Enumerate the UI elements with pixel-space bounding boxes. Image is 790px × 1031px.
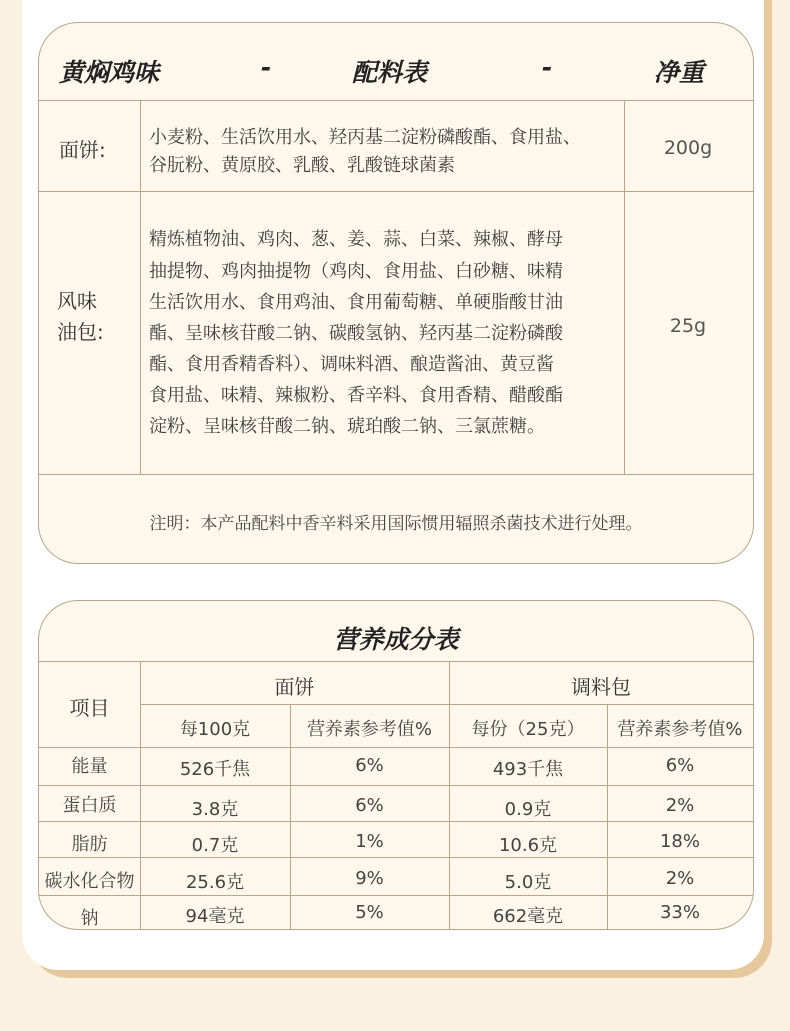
net-weight-heading: 净重 bbox=[654, 58, 705, 87]
noodle-nrv: 9% bbox=[355, 868, 384, 889]
noodle-nrv: 6% bbox=[355, 755, 384, 776]
noodle-amount: 200g bbox=[663, 137, 713, 159]
noodle-ingredients-line: 小麦粉、生活饮用水、羟丙基二淀粉磷酸酯、食用盐、 bbox=[149, 127, 581, 148]
oil-pack-ingredients-line: 生活饮用水、食用鸡油、食用葡萄糖、单硬脂酸甘油 bbox=[149, 292, 563, 313]
per-serving-header: 每份（25克） bbox=[471, 719, 585, 740]
noodle-value: 526千焦 bbox=[179, 759, 251, 780]
seasoning-nrv: 18% bbox=[659, 831, 700, 852]
oil-pack-amount: 25g bbox=[669, 315, 707, 337]
nutrition-table bbox=[38, 600, 754, 930]
row-divider bbox=[39, 661, 753, 662]
row-divider bbox=[39, 785, 753, 786]
row-divider bbox=[39, 857, 753, 858]
noodle-value: 3.8克 bbox=[191, 799, 239, 820]
ingredients-table bbox=[38, 22, 754, 564]
seasoning-group-header: 调料包 bbox=[571, 675, 631, 699]
row-divider bbox=[39, 895, 753, 896]
column-divider bbox=[140, 100, 141, 474]
noodle-ingredients-line: 谷朊粉、黄原胶、乳酸、乳酸链球菌素 bbox=[149, 155, 455, 176]
nutrition-title: 营养成分表 bbox=[333, 625, 459, 654]
nrv-percent-header: 营养素参考值% bbox=[306, 719, 433, 740]
seasoning-nrv: 33% bbox=[659, 902, 700, 923]
oil-pack-ingredients-line: 淀粉、呈味核苷酸二钠、琥珀酸二钠、三氯蔗糖。 bbox=[149, 416, 545, 437]
row-divider bbox=[140, 704, 753, 705]
noodle-value: 0.7克 bbox=[191, 835, 239, 856]
noodle-cake-label: 面饼: bbox=[59, 138, 106, 162]
seasoning-nrv: 2% bbox=[665, 795, 695, 816]
item-column-header: 项目 bbox=[69, 696, 110, 720]
row-divider bbox=[39, 191, 753, 192]
per-100g-header: 每100克 bbox=[179, 719, 251, 740]
nutrient-name: 脂肪 bbox=[71, 834, 108, 855]
seasoning-value: 10.6克 bbox=[498, 835, 558, 856]
nutrient-name: 蛋白质 bbox=[62, 795, 117, 816]
oil-pack-ingredients-line: 抽提物、鸡肉抽提物（鸡肉、食用盐、白砂糖、味精 bbox=[149, 261, 563, 282]
noodle-nrv: 6% bbox=[355, 795, 384, 816]
seasoning-nrv: 2% bbox=[665, 868, 695, 889]
oil-pack-ingredients-line: 酯、食用香精香料）、调味料酒、酿造酱油、黄豆酱 bbox=[149, 354, 554, 375]
nutrient-name: 能量 bbox=[71, 756, 108, 777]
nrv-percent-header: 营养素参考值% bbox=[617, 719, 743, 740]
oil-pack-ingredients-line: 精炼植物油、鸡肉、葱、姜、蒜、白菜、辣椒、酵母 bbox=[149, 229, 563, 250]
ingredients-title-row bbox=[39, 23, 753, 101]
oil-pack-ingredients-line: 食用盐、味精、辣椒粉、香辛料、食用香精、醋酸酯 bbox=[149, 385, 563, 406]
row-divider bbox=[39, 821, 753, 822]
seasoning-value: 662毫克 bbox=[492, 906, 564, 927]
noodle-nrv: 5% bbox=[355, 902, 384, 923]
product-flavor-title: 黄焖鸡味 bbox=[59, 58, 160, 87]
title-separator: - bbox=[261, 53, 272, 82]
seasoning-nrv: 6% bbox=[665, 755, 695, 776]
nutrient-name: 钠 bbox=[80, 908, 99, 929]
noodle-nrv: 1% bbox=[355, 831, 384, 852]
title-separator: - bbox=[542, 53, 553, 82]
row-divider bbox=[39, 747, 753, 748]
seasoning-value: 493千焦 bbox=[492, 759, 564, 780]
seasoning-value: 5.0克 bbox=[504, 872, 552, 893]
noodle-group-header: 面饼 bbox=[274, 675, 315, 699]
seasoning-value: 0.9克 bbox=[504, 799, 552, 820]
oil-pack-label-line1: 风味 bbox=[57, 289, 97, 313]
irradiation-note: 注明：本产品配料中香辛料采用国际惯用辐照杀菌技术进行处理。 bbox=[149, 514, 643, 534]
row-divider bbox=[39, 474, 753, 475]
noodle-value: 25.6克 bbox=[185, 872, 245, 893]
ingredients-heading: 配料表 bbox=[352, 58, 428, 87]
oil-pack-ingredients-line: 酯、呈味核苷酸二钠、碳酸氢钠、羟丙基二淀粉磷酸 bbox=[149, 323, 563, 344]
oil-pack-label-line2: 油包: bbox=[57, 320, 104, 344]
noodle-value: 94毫克 bbox=[185, 906, 245, 927]
nutrient-name: 碳水化合物 bbox=[44, 871, 135, 892]
